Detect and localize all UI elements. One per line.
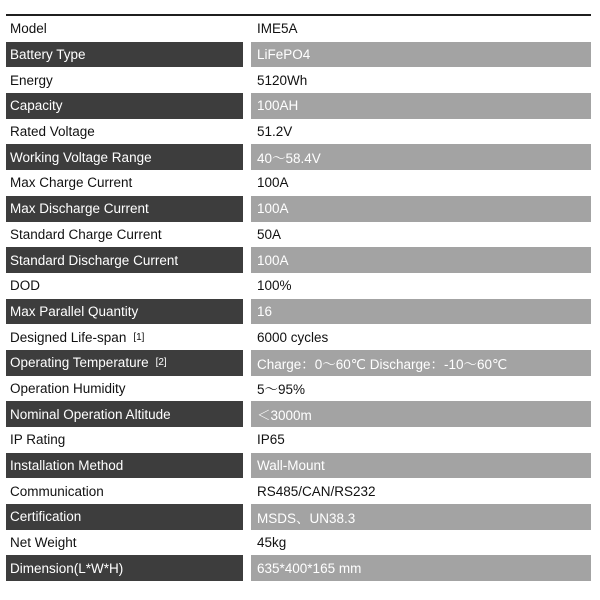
spec-row xyxy=(6,478,591,504)
spec-row xyxy=(6,42,591,68)
spec-value: 6000 cycles xyxy=(251,324,591,350)
spec-row xyxy=(6,350,591,376)
spec-label-text: Standard Discharge Current xyxy=(10,252,179,268)
column-gap xyxy=(243,555,251,581)
spec-label xyxy=(6,93,243,119)
spec-label-text: Capacity xyxy=(10,98,63,114)
spec-value: Wall-Mount xyxy=(251,453,591,479)
spec-label xyxy=(6,401,243,427)
spec-value: 51.2V xyxy=(251,119,591,145)
spec-row xyxy=(6,170,591,196)
spec-label-text: Operation Humidity xyxy=(10,380,126,396)
column-gap xyxy=(243,222,251,248)
spec-label-text: Dimension(L*W*H) xyxy=(10,560,124,576)
column-gap xyxy=(243,16,251,42)
spec-row xyxy=(6,144,591,170)
spec-row xyxy=(6,196,591,222)
spec-label xyxy=(6,324,243,350)
spec-row xyxy=(6,222,591,248)
column-gap xyxy=(243,324,251,350)
spec-value: 100A xyxy=(251,247,591,273)
spec-label-text: Communication xyxy=(10,483,104,499)
spec-row xyxy=(6,530,591,556)
spec-value: 635*400*165 mm xyxy=(251,555,591,581)
spec-label-text: Certification xyxy=(10,509,82,525)
spec-label xyxy=(6,453,243,479)
spec-label-text: Max Parallel Quantity xyxy=(10,303,139,319)
column-gap xyxy=(243,273,251,299)
spec-row xyxy=(6,376,591,402)
column-gap xyxy=(243,196,251,222)
column-gap xyxy=(243,170,251,196)
spec-value: LiFePO4 xyxy=(251,42,591,68)
spec-label-text: DOD xyxy=(10,278,40,294)
spec-row xyxy=(6,453,591,479)
spec-row xyxy=(6,67,591,93)
spec-value: IP65 xyxy=(251,427,591,453)
spec-value: 5120Wh xyxy=(251,67,591,93)
spec-label xyxy=(6,427,243,453)
spec-label-text: Standard Charge Current xyxy=(10,226,162,242)
spec-label-text: Net Weight xyxy=(10,535,77,551)
spec-row xyxy=(6,299,591,325)
spec-label-text: Nominal Operation Altitude xyxy=(10,406,171,422)
spec-value: 16 xyxy=(251,299,591,325)
column-gap xyxy=(243,299,251,325)
column-gap xyxy=(243,350,251,376)
spec-row xyxy=(6,324,591,350)
column-gap xyxy=(243,119,251,145)
spec-row xyxy=(6,401,591,427)
spec-label-text: Rated Voltage xyxy=(10,124,95,140)
spec-label-text: Energy xyxy=(10,72,53,88)
spec-row xyxy=(6,504,591,530)
footnote-ref: [1] xyxy=(133,331,145,343)
spec-value: 100% xyxy=(251,273,591,299)
spec-label-text: Installation Method xyxy=(10,458,124,474)
spec-table xyxy=(6,14,591,581)
column-gap xyxy=(243,530,251,556)
spec-label xyxy=(6,67,243,93)
spec-row xyxy=(6,273,591,299)
column-gap xyxy=(243,376,251,402)
spec-label-text: Max Charge Current xyxy=(10,175,133,191)
column-gap xyxy=(243,42,251,68)
column-gap xyxy=(243,427,251,453)
spec-label xyxy=(6,42,243,68)
spec-label xyxy=(6,299,243,325)
spec-label xyxy=(6,16,243,42)
spec-label xyxy=(6,350,243,376)
spec-label-text: Operating Temperature xyxy=(10,355,149,371)
spec-row xyxy=(6,555,591,581)
spec-label xyxy=(6,196,243,222)
spec-label xyxy=(6,530,243,556)
spec-label xyxy=(6,273,243,299)
spec-label-text: Working Voltage Range xyxy=(10,149,152,165)
spec-row xyxy=(6,93,591,119)
spec-value: Charge：0～60℃ Discharge：-10～60℃ xyxy=(251,350,591,376)
spec-label xyxy=(6,555,243,581)
spec-label xyxy=(6,504,243,530)
column-gap xyxy=(243,453,251,479)
spec-row xyxy=(6,119,591,145)
spec-value: 40～58.4V xyxy=(251,144,591,170)
column-gap xyxy=(243,144,251,170)
column-gap xyxy=(243,401,251,427)
spec-label xyxy=(6,376,243,402)
spec-row xyxy=(6,247,591,273)
spec-label-text: Battery Type xyxy=(10,47,86,63)
spec-label-text: Max Discharge Current xyxy=(10,201,149,217)
spec-label xyxy=(6,478,243,504)
spec-label xyxy=(6,247,243,273)
column-gap xyxy=(243,504,251,530)
spec-label xyxy=(6,144,243,170)
spec-label-text: Model xyxy=(10,21,47,37)
spec-label xyxy=(6,170,243,196)
spec-label xyxy=(6,222,243,248)
column-gap xyxy=(243,478,251,504)
spec-value: 45kg xyxy=(251,530,591,556)
column-gap xyxy=(243,93,251,119)
spec-value: 5～95% xyxy=(251,376,591,402)
column-gap xyxy=(243,247,251,273)
spec-value: 100A xyxy=(251,196,591,222)
spec-row xyxy=(6,427,591,453)
spec-label xyxy=(6,119,243,145)
spec-label-text: Designed Life-span xyxy=(10,329,127,345)
spec-value: 100AH xyxy=(251,93,591,119)
spec-value: 100A xyxy=(251,170,591,196)
footnote-ref: [2] xyxy=(155,357,167,369)
spec-value: IME5A xyxy=(251,16,591,42)
spec-row xyxy=(6,16,591,42)
spec-value: RS485/CAN/RS232 xyxy=(251,478,591,504)
column-gap xyxy=(243,67,251,93)
spec-value: MSDS、UN38.3 xyxy=(251,504,591,530)
spec-label-text: IP Rating xyxy=(10,432,66,448)
spec-value: 50A xyxy=(251,222,591,248)
spec-value: ＜3000m xyxy=(251,401,591,427)
